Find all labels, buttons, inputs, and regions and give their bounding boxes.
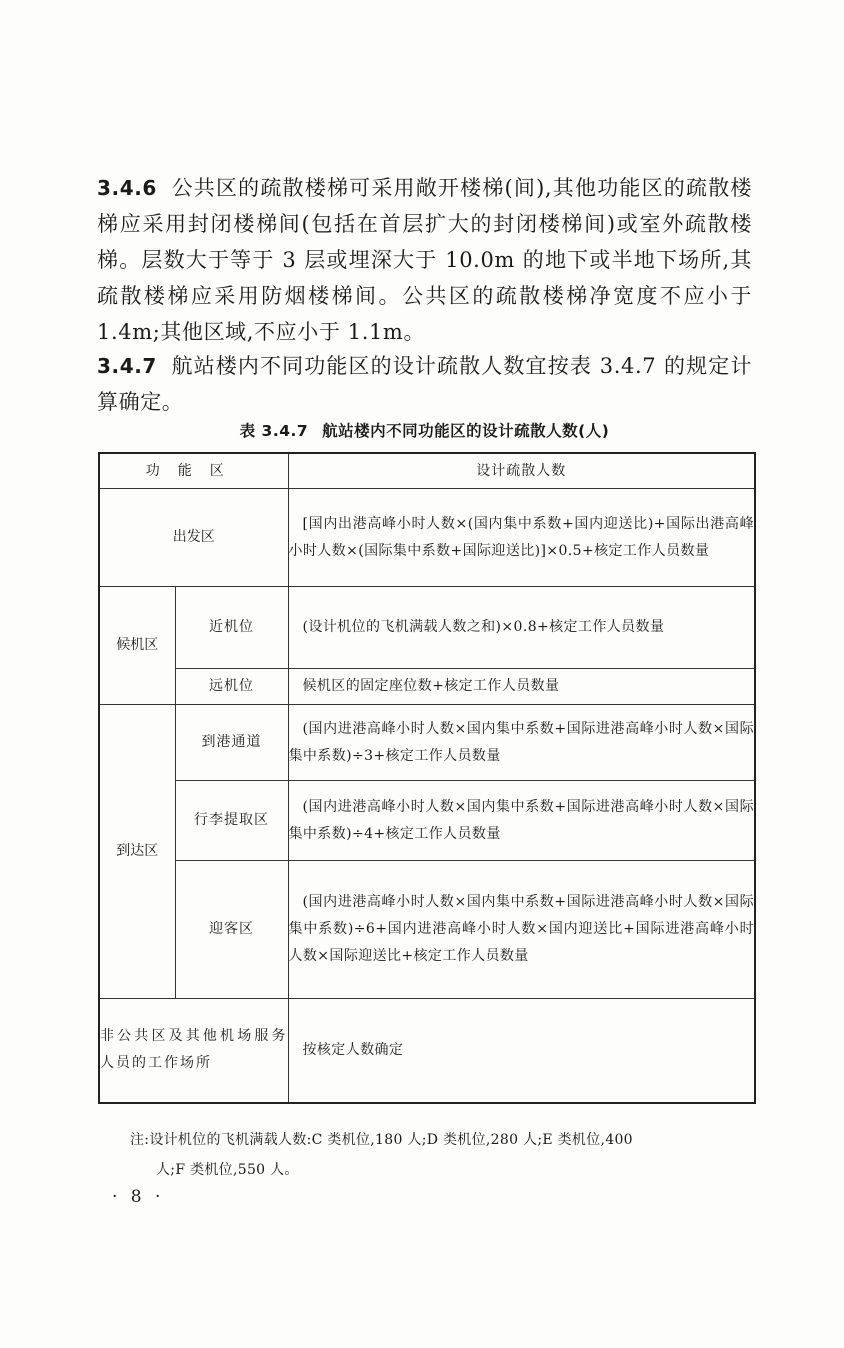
table-row xyxy=(99,669,755,705)
clause-number: 3.4.6 xyxy=(97,176,157,200)
arrival-corridor-formula: (国内进港高峰小时人数×国内集中系数+国际进港高峰小时人数×国际集中系数)÷3+核定工作人员数量 xyxy=(288,705,755,781)
remote-stand-formula: 候机区的固定座位数+核定工作人员数量 xyxy=(288,669,755,705)
table-note xyxy=(130,1125,758,1185)
clause-3-4-6 xyxy=(97,170,752,350)
table-row xyxy=(99,489,755,587)
header-count: 设计疏散人数 xyxy=(288,453,755,489)
table-row xyxy=(99,587,755,669)
note-line-2: 人;F 类机位,550 人。 xyxy=(156,1162,299,1178)
arrival-corridor-label: 到港通道 xyxy=(175,705,288,781)
nonpublic-formula: 按核定人数确定 xyxy=(288,999,755,1103)
waiting-area-label: 候机区 xyxy=(99,587,175,705)
greeting-area-label: 迎客区 xyxy=(175,861,288,999)
evacuation-table xyxy=(98,452,756,1104)
table-row xyxy=(99,705,755,781)
clause-text: 公共区的疏散楼梯可采用敞开楼梯(间),其他功能区的疏散楼梯应采用封闭楼梯间(包括在首层扩大的封闭楼梯间)或室外疏散楼梯。层数大于等于 3 层或埋深大于 10.0m 的地下或半地下场所,其疏散楼梯应采用防烟楼梯间。公共区的疏散楼梯净宽度不应小于 1.4m;其他区域,不应小于 1.1m。 xyxy=(97,176,752,344)
clause-3-4-7 xyxy=(97,348,752,420)
header-area: 功能区 xyxy=(99,453,288,489)
departure-formula: [国内出港高峰小时人数×(国内集中系数+国内迎送比)+国际出港高峰小时人数×(国际集中系数+国际迎送比)]×0.5+核定工作人员数量 xyxy=(288,489,755,587)
table-row xyxy=(99,781,755,861)
arrival-area-label: 到达区 xyxy=(99,705,175,999)
remote-stand-label: 远机位 xyxy=(175,669,288,705)
table-header-row xyxy=(99,453,755,489)
near-stand-label: 近机位 xyxy=(175,587,288,669)
table-caption xyxy=(97,419,752,441)
baggage-claim-formula: (国内进港高峰小时人数×国内集中系数+国际进港高峰小时人数×国际集中系数)÷4+核定工作人员数量 xyxy=(288,781,755,861)
baggage-claim-label: 行李提取区 xyxy=(175,781,288,861)
page-number: · 8 · xyxy=(112,1187,165,1207)
clause-number: 3.4.7 xyxy=(97,354,157,378)
departure-area-label: 出发区 xyxy=(99,489,288,587)
table-caption-title: 航站楼内不同功能区的设计疏散人数(人) xyxy=(322,422,610,440)
table-caption-number: 表 3.4.7 xyxy=(239,422,309,440)
note-line-1: 注:设计机位的飞机满载人数:C 类机位,180 人;D 类机位,280 人;E 类机位,400 xyxy=(130,1132,633,1148)
table-row xyxy=(99,999,755,1103)
table-row xyxy=(99,861,755,999)
clause-text: 航站楼内不同功能区的设计疏散人数宜按表 3.4.7 的规定计算确定。 xyxy=(97,354,752,414)
near-stand-formula: (设计机位的飞机满载人数之和)×0.8+核定工作人员数量 xyxy=(288,587,755,669)
nonpublic-area-label: 非公共区及其他机场服务人员的工作场所 xyxy=(99,999,288,1103)
greeting-area-formula: (国内进港高峰小时人数×国内集中系数+国际进港高峰小时人数×国际集中系数)÷6+国内进港高峰小时人数×国内迎送比+国际进港高峰小时人数×国际迎送比+核定工作人员数量 xyxy=(288,861,755,999)
